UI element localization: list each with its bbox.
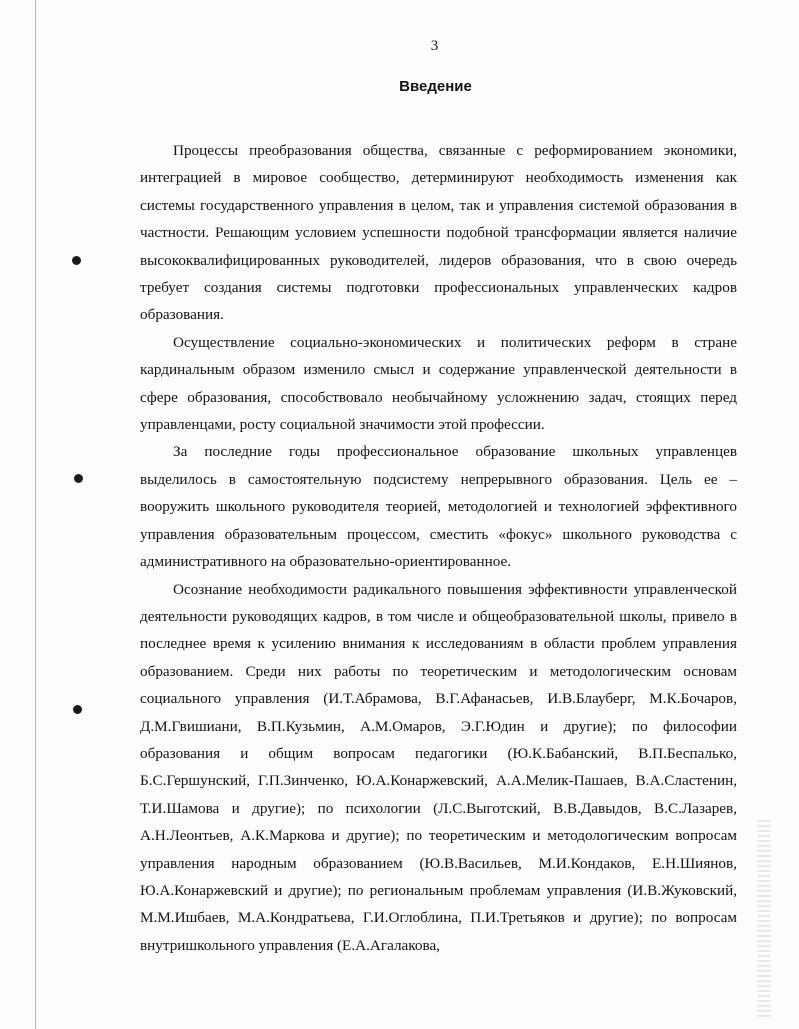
paragraph-4: Осознание необходимости радикального повышения эффективности управленческой деятельности руководящих кадров, в том числе и общеобразовательной школы, привело в последнее время к усилению внимания к исследованиям в области проблем управления образованием. Среди них работы по теоретическим и методологическим основам социального управления (И.Т.Абрамова, В.Г.Афанасьев, И.В.Блауберг, М.К.Бочаров, Д.М.Гвишиани, В.П.Кузьмин, А.М.Омаров, Э.Г.Юдин и другие); по философии образования и общим вопросам педагогики (Ю.К.Бабанский, В.П.Беспалько, Б.С.Гершунский, Г.П.Зинченко, Ю.А.Конаржевский, А.А.Мелик-Пашаев, В.А.Сластенин, Т.И.Шамова и другие); по психологии (Л.С.Выготский, В.В.Давыдов, В.С.Лазарев, А.Н.Леонтьев, А.К.Маркова и другие); по теоретическим и методологическим вопросам управления народным образованием (Ю.В.Васильев, М.И.Кондаков, Е.Н.Шиянов, Ю.А.Конаржевский и другие); по региональным проблемам управления (И.В.Жуковский, М.М.Ишбаев, М.А.Кондратьева, Г.И.Оглоблина, П.И.Третьяков и другие); по вопросам внутришкольного управления (Е.А.Агалакова, bbox=[140, 580, 737, 954]
scan-noise bbox=[757, 820, 771, 1020]
page-title: Введение bbox=[399, 78, 472, 95]
hole-punch-mark bbox=[72, 256, 81, 265]
body-text bbox=[140, 137, 737, 959]
paragraph-3: За последние годы профессиональное образование школьных управленцев выделилось в самостоятельную подсистему непрерывного образования. Цель ее – вооружить школьного руководителя теорией, методологией и технологией эффективного управления образовательным процессом, сместить «фокус» школьного руководства с административного на образовательно-ориентированное. bbox=[140, 443, 737, 571]
scan-edge-line bbox=[35, 0, 36, 1029]
hole-punch-mark bbox=[74, 474, 83, 483]
page-number: 3 bbox=[430, 38, 439, 54]
hole-punch-mark bbox=[73, 705, 82, 714]
paragraph-1: Процессы преобразования общества, связанные с реформированием экономики, интеграцией в мировое сообщество, детерминируют необходимость изменения как системы государственного управления в целом, так и управления системой образования в частности. Решающим условием успешности подобной трансформации является наличие высококвалифицированных руководителей, лидеров образования, что в свою очередь требует создания системы подготовки профессиональных управленческих кадров образования. bbox=[140, 142, 737, 324]
paragraph-2: Осуществление социально-экономических и политических реформ в стране кардинальным образом изменило смысл и содержание управленческой деятельности в сфере образования, способствовало необычайному усложнению задач, стоящих перед управленцами, росту социальной значимости этой профессии. bbox=[140, 333, 737, 434]
